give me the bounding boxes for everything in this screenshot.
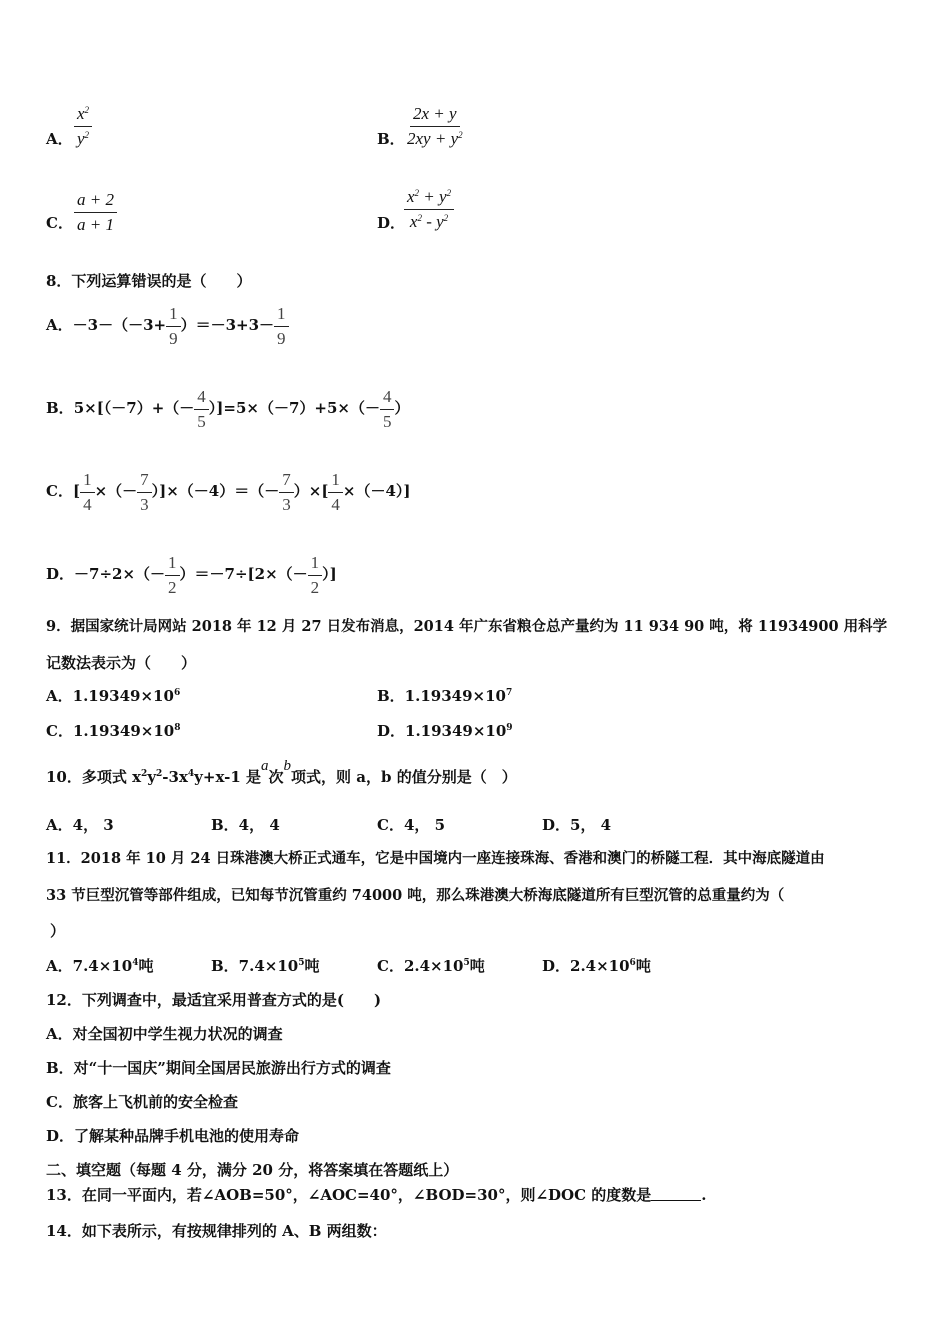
q11-stem-line2: 33 节巨型沉管等部件组成，已知每节沉管重约 74000 吨，那么珠港澳大桥海底隧道所有巨型沉管的总重量约为（ [46, 887, 785, 904]
q11-stem-line3: ） [50, 922, 66, 940]
q12-stem: 12．下列调查中，最适宜采用普查方式的是( ) [46, 991, 382, 1009]
q13-stem: 13．在同一平面内，若∠AOB=50°，∠AOC=40°，∠BOD=30°，则∠DOC 的度数是 . [46, 1186, 707, 1204]
q8-option-a: A．－3－（－3+ $\frac{1}{9}$ ）＝－3+3－ $\frac{1}{9}$ [46, 304, 289, 348]
q7-option-c-label: C． [46, 214, 73, 232]
q7-option-d-label: D． [377, 214, 406, 232]
q8-option-c: C．[ $\frac{1}{4}$ ×（－ $\frac{7}{3}$ ）]×（－4）＝（－ $\frac{7}{3}$ ）×[ $\frac{1}{4}$ ×（－4）] [46, 470, 411, 514]
q8-option-b: B．5×[（－7）+（－ $\frac{4}{5}$ ）]=5×（－7）+5×（－ $\frac{4}{5}$ ） [46, 387, 410, 431]
q9-option-a: A．$1.19349\times 10^6$ [46, 687, 181, 705]
q7-option-c-fraction: $\frac{a + 2}{a + 1}$ [74, 190, 117, 234]
q7-option-d-fraction: $\frac{x^2 + y^2}{x^2 - y^2}$ [404, 187, 454, 231]
q7-option-a-fraction: $\frac{x^2}{y^2}$ [74, 104, 92, 148]
q12-option-a: A．对全国初中学生视力状况的调查 [46, 1025, 283, 1043]
q9-option-c: C．$1.19349\times 10^8$ [46, 722, 181, 740]
q14-stem: 14．如下表所示，有按规律排列的 A、B 两组数： [46, 1222, 387, 1240]
q12-option-d: D．了解某种品牌手机电池的使用寿命 [46, 1127, 300, 1145]
q10-option-a: A．4， 3 [46, 816, 114, 834]
q9-option-b: B．$1.19349\times 10^7$ [377, 687, 513, 705]
section-fill-in-heading: 二、填空题（每题 4 分，满分 20 分，将答案填在答题纸上） [46, 1161, 459, 1179]
q11-option-a: A．$7.4\times 10^4$吨 [46, 957, 154, 975]
q10-option-d: D．5， 4 [542, 816, 612, 834]
q10-option-c: C．4， 5 [377, 816, 446, 834]
q11-option-b: B．$7.4\times 10^5$吨 [211, 957, 320, 975]
q9-stem-line2: 记数法表示为（ ） [46, 654, 197, 672]
q10-stem: 10．多项式 $x^2y^2-3x^4y+x-1$ 是a次b项式，则 a，b 的值分别是（ ） [46, 758, 517, 786]
q12-option-b: B．对“十一国庆”期间全国居民旅游出行方式的调查 [46, 1059, 391, 1077]
q7-option-a-label: A． [46, 130, 73, 148]
q11-option-c: C．$2.4\times 10^5$吨 [377, 957, 485, 975]
q7-option-b-fraction: $\frac{2x + y}{2xy + y^2}$ [407, 104, 463, 148]
q12-option-c: C．旅客上飞机前的安全检查 [46, 1093, 238, 1111]
q13-answer-blank[interactable] [651, 1188, 701, 1201]
q10-option-b: B．4， 4 [211, 816, 280, 834]
q11-option-d: D．$2.4\times 10^6$吨 [542, 957, 651, 975]
q8-option-d: D．－7÷2×（－ $\frac{1}{2}$ ）＝－7÷[2×（－ $\frac{1}{2}$ ）] [46, 553, 337, 597]
q8-stem: 8．下列运算错误的是（ ） [46, 272, 252, 290]
q9-stem-line1: 9．据国家统计局网站 2018 年 12 月 27 日发布消息，2014 年广东省粮仓总产量约为 11 934 90 吨，将 11934900 用科学 [46, 618, 888, 635]
q9-option-d: D．$1.19349\times 10^9$ [377, 722, 513, 740]
q11-stem-line1: 11．2018 年 10 月 24 日珠港澳大桥正式通车，它是中国境内一座连接珠海、香港和澳门的桥隧工程．其中海底隧道由 [46, 850, 825, 867]
q7-option-b-label: B． [377, 130, 405, 148]
